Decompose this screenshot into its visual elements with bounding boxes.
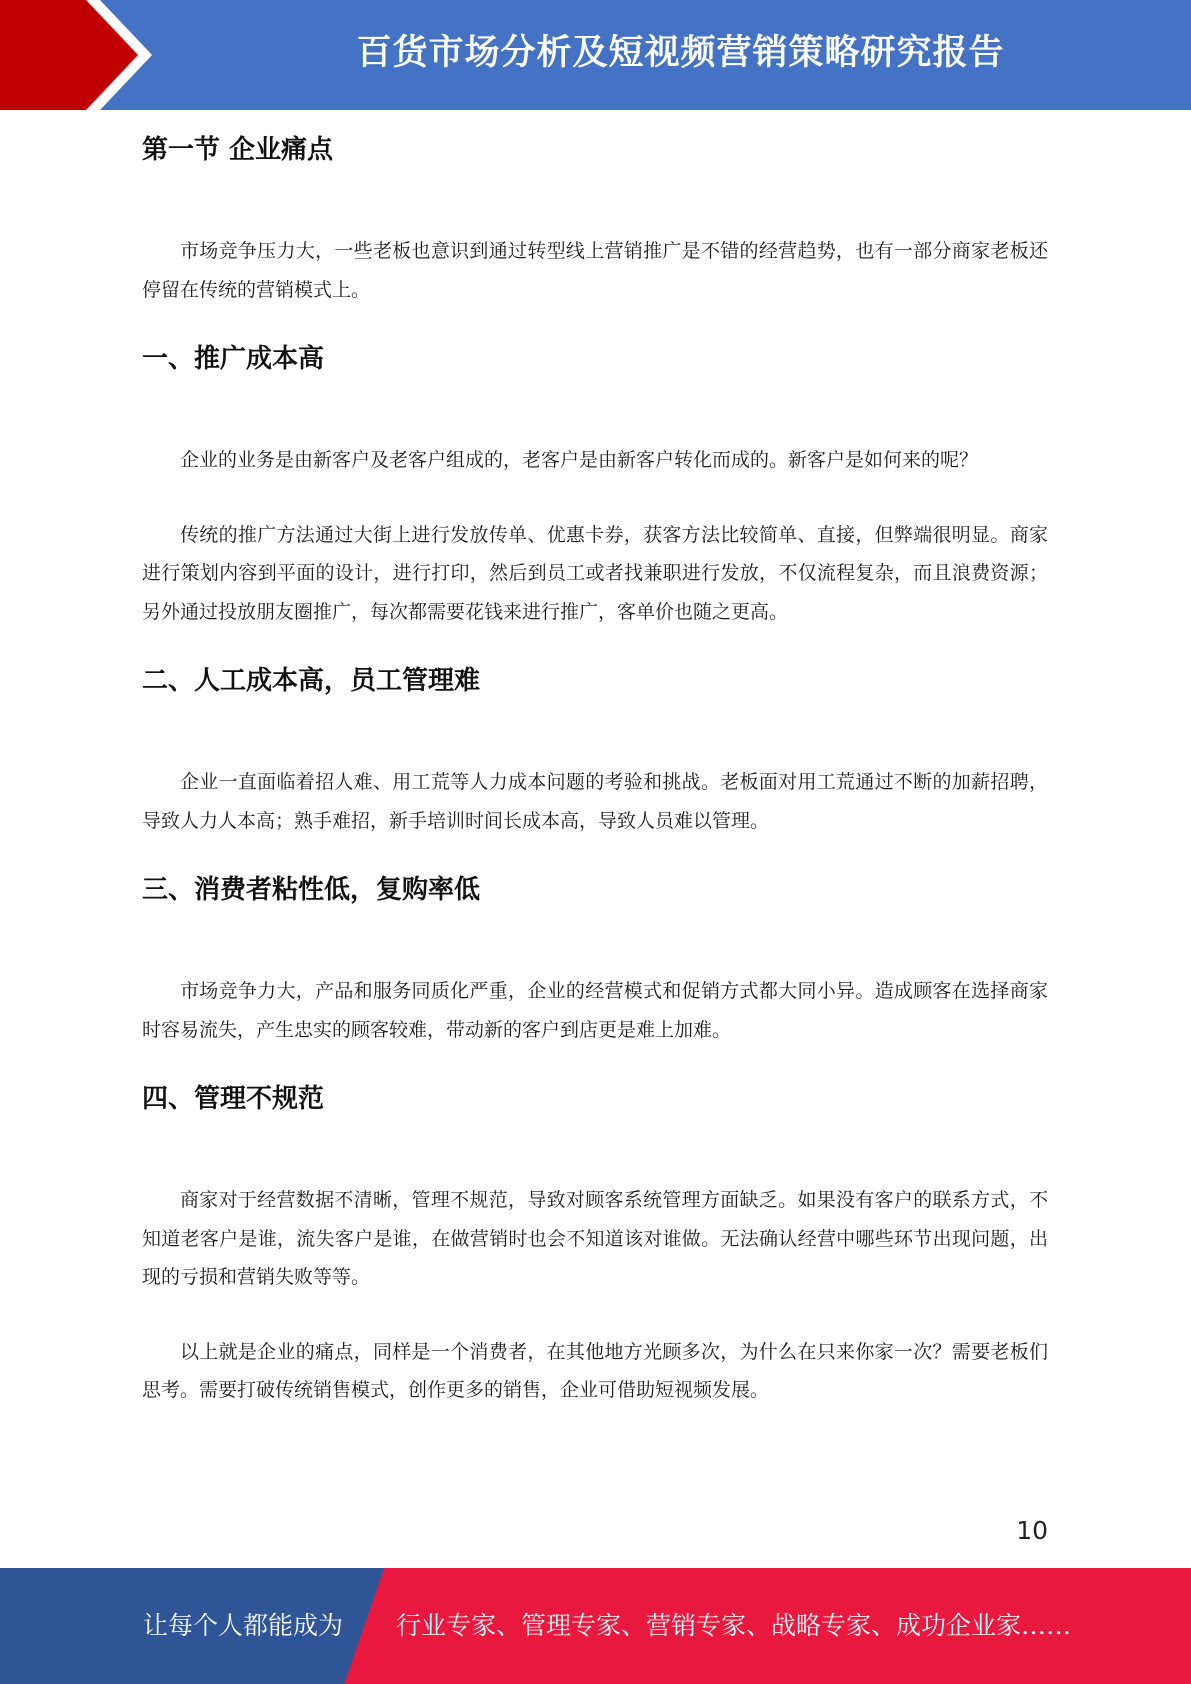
section-heading: 二、人工成本高，员工管理难 <box>142 666 481 696</box>
section-heading: 第一节 企业痛点 <box>142 135 334 165</box>
paragraph: 商家对于经营数据不清晰，管理不规范，导致对顾客系统管理方面缺乏。如果没有客户的联系方式，不知道老客户是谁，流失客户是谁，在做营销时也会不知道该对谁做。无法确认经营中哪些环节出现问题，出现的亏损和营销失败等等。 <box>142 1189 1048 1288</box>
paragraph: 企业一直面临着招人难、用工荒等人力成本问题的考验和挑战。老板面对用工荒通过不断的加薪招聘，导致人力人本高；熟手难招，新手培训时间长成本高，导致人员难以管理。 <box>142 771 1048 832</box>
page-content <box>142 128 1048 1410</box>
header-banner <box>0 0 1191 110</box>
footer-banner <box>0 1568 1191 1684</box>
paragraph: 市场竞争力大，产品和服务同质化严重，企业的经营模式和促销方式都大同小异。造成顾客在选择商家时容易流失，产生忠实的顾客较难，带动新的客户到店更是难上加难。 <box>142 980 1048 1041</box>
report-title: 百货市场分析及短视频营销策略研究报告 <box>356 33 1005 73</box>
section-heading: 三、消费者粘性低，复购率低 <box>142 875 481 905</box>
footer-slogan-right: 行业专家、管理专家、营销专家、战略专家、成功企业家…… <box>396 1611 1072 1640</box>
section-heading: 四、管理不规范 <box>142 1084 325 1114</box>
section-heading: 一、推广成本高 <box>142 344 325 374</box>
paragraph: 企业的业务是由新客户及老客户组成的，老客户是由新客户转化而成的。新客户是如何来的呢？ <box>180 449 979 471</box>
page-number: 10 <box>1016 1516 1048 1545</box>
paragraph: 传统的推广方法通过大街上进行发放传单、优惠卡券，获客方法比较简单、直接，但弊端很明显。商家进行策划内容到平面的设计，进行打印，然后到员工或者找兼职进行发放，不仅流程复杂，而且浪费资源；另外通过投放朋友圈推广，每次都需要花钱来进行推广，客单价也随之更高。 <box>142 523 1048 623</box>
paragraph: 市场竞争压力大，一些老板也意识到通过转型线上营销推广是不错的经营趋势，也有一部分商家老板还停留在传统的营销模式上。 <box>142 240 1048 301</box>
paragraph: 以上就是企业的痛点，同样是一个消费者，在其他地方光顾多次，为什么在只来你家一次？需要老板们思考。需要打破传统销售模式，创作更多的销售，企业可借助短视频发展。 <box>142 1340 1048 1401</box>
footer-slogan-left: 让每个人都能成为 <box>143 1611 344 1640</box>
